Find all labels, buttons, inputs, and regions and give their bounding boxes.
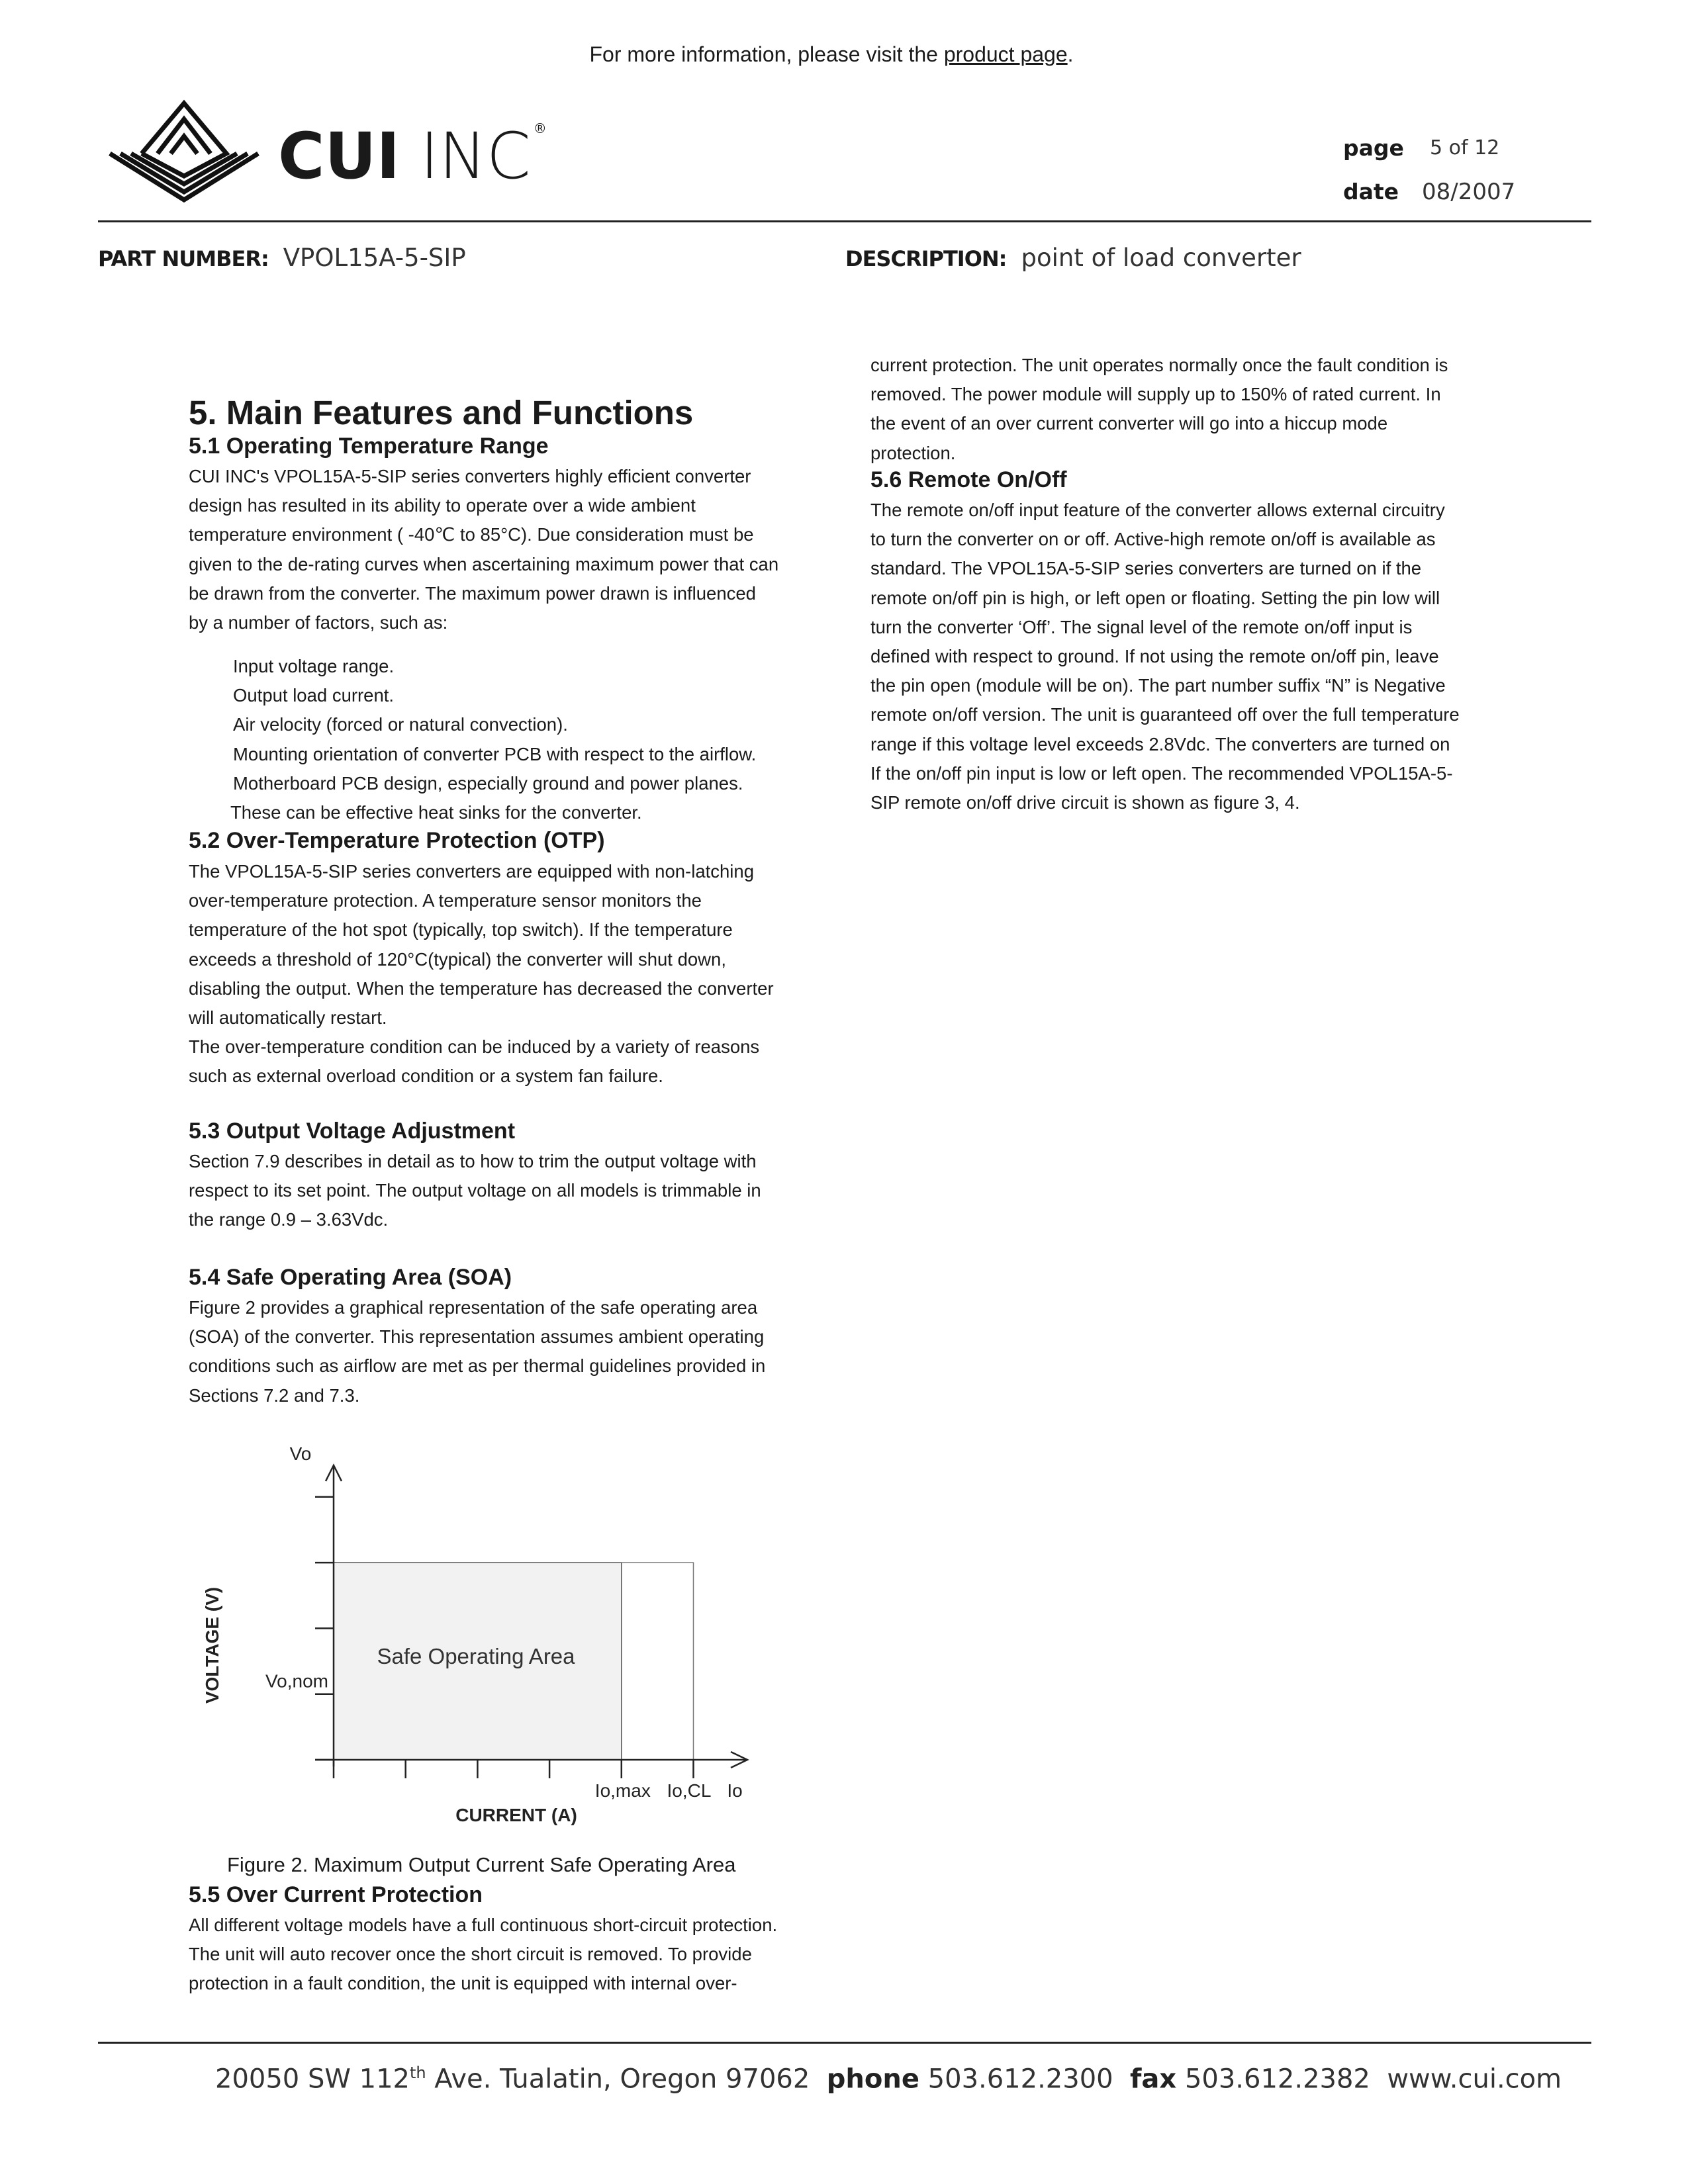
text-line: The over-temperature condition can be induced by a variety of reasons [189, 1036, 760, 1058]
paragraph-5-5-continued [870, 351, 1532, 468]
text-line: Mounting orientation of converter PCB with respect to the airflow. [233, 743, 757, 764]
text-line: The VPOL15A-5-SIP series converters are equipped with non-latching [189, 861, 754, 882]
notice-end: . [1067, 42, 1074, 66]
notice-text: For more information, please visit the [589, 42, 944, 66]
logo-brand-light: INC [420, 119, 531, 193]
section-title: 5. Main Features and Functions [189, 394, 694, 432]
footer-divider [98, 2042, 1591, 2044]
text-line: The unit will auto recover once the short circuit is removed. To provide [189, 1944, 752, 1965]
date-label: date [1343, 179, 1399, 205]
part-number-label: PART NUMBER: [98, 246, 269, 271]
description-value: point of load converter [1021, 244, 1301, 272]
text-line: Section 7.9 describes in detail as to how to trim the output voltage with [189, 1151, 757, 1171]
text-line: temperature environment ( -40℃ to 85°C). Due consideration must be [189, 524, 754, 545]
footer-address-sup: th [409, 2064, 426, 2082]
website-link[interactable]: www.cui.com [1387, 2064, 1562, 2095]
x-axis-label: CURRENT (A) [455, 1805, 577, 1825]
region-label: Safe Operating Area [377, 1644, 575, 1668]
text-line: such as external overload condition or a system fan failure. [189, 1066, 663, 1087]
text-line: given to the de-rating curves when ascertaining maximum power that can [189, 553, 779, 574]
text-line: defined with respect to ground. If not using the remote on/off pin, leave [870, 646, 1439, 667]
text-line: removed. The power module will supply up to 150% of rated current. In [870, 384, 1441, 405]
text-line: range if this voltage level exceeds 2.8Vdc. The converters are turned on [870, 733, 1450, 754]
y-axis-label: VOLTAGE (V) [202, 1586, 222, 1704]
footer-contact [215, 2064, 1562, 2094]
heading-5-1: 5.1 Operating Temperature Range [189, 433, 549, 459]
text-line: conditions such as airflow are met as per thermal guidelines provided in [189, 1355, 766, 1377]
text-line: These can be effective heat sinks for the converter. [230, 802, 642, 823]
registered-mark: ® [533, 120, 547, 136]
date-value: 08/2007 [1422, 179, 1516, 205]
part-number-value: VPOL15A-5-SIP [283, 244, 466, 272]
fax-label: fax [1130, 2064, 1177, 2095]
paragraph-5-6 [870, 496, 1532, 817]
text-line: exceeds a threshold of 120°C(typical) the converter will shut down, [189, 948, 726, 970]
logo-brand-bold: CUI [278, 119, 400, 193]
x-tick-label: Io,CL [667, 1780, 712, 1801]
text-line: Figure 2 provides a graphical representation of the safe operating area [189, 1297, 758, 1318]
text-line: the event of an over current converter will go into a hiccup mode [870, 413, 1388, 434]
text-line: current protection. The unit operates normally once the fault condition is [870, 355, 1448, 375]
text-line: by a number of factors, such as: [189, 612, 448, 633]
text-line: Output load current. [233, 685, 395, 706]
text-line: If the on/off pin input is low or left open. The recommended VPOL15A-5- [870, 762, 1453, 784]
heading-5-3: 5.3 Output Voltage Adjustment [189, 1118, 516, 1144]
heading-5-4: 5.4 Safe Operating Area (SOA) [189, 1265, 512, 1290]
footer-address-rest: Ave. Tualatin, Oregon 97062 [426, 2064, 810, 2095]
x-tick-label: Io,max [594, 1780, 651, 1801]
text-line: CUI INC's VPOL15A-5-SIP series converters highly efficient converter [189, 466, 751, 486]
text-line: remote on/off version. The unit is guaranteed off over the full temperature [870, 704, 1460, 725]
description-row [845, 244, 1301, 272]
y-tick-label: Vo,nom [265, 1670, 328, 1692]
text-line: All different voltage models have a full continuous short-circuit protection. [189, 1915, 778, 1935]
current-limit-boundary [622, 1563, 694, 1760]
figure-caption: Figure 2. Maximum Output Current Safe Operating Area [227, 1853, 736, 1876]
text-line: turn the converter ‘Off’. The signal level of the remote on/off input is [870, 616, 1413, 637]
text-line: the range 0.9 – 3.63Vdc. [189, 1209, 389, 1230]
page-label: page [1343, 135, 1404, 161]
text-line: Input voltage range. [233, 656, 395, 676]
text-line: over-temperature protection. A temperature sensor monitors the [189, 890, 702, 911]
heading-5-2: 5.2 Over-Temperature Protection (OTP) [189, 828, 605, 853]
text-line: SIP remote on/off drive circuit is shown as figure 3, 4. [870, 792, 1300, 813]
text-line: will automatically restart. [189, 1007, 387, 1028]
paragraph-5-5 [189, 1911, 851, 1999]
phone-number: 503.612.2300 [927, 2064, 1113, 2095]
y-axis-symbol: Vo [289, 1443, 312, 1464]
text-line: to turn the converter on or off. Active-high remote on/off is available as [870, 529, 1436, 550]
x-axis-symbol: Io [727, 1780, 743, 1801]
text-line: the pin open (module will be on). The part number suffix “N” is Negative [870, 675, 1446, 696]
product-page-link[interactable]: product page [943, 42, 1068, 66]
text-line: Air velocity (forced or natural convection). [233, 714, 568, 735]
fax-number: 503.612.2382 [1184, 2064, 1370, 2095]
heading-5-5: 5.5 Over Current Protection [189, 1882, 483, 1907]
footer-address: 20050 SW 112 [215, 2064, 410, 2095]
text-line: Motherboard PCB design, especially ground and power planes. [233, 772, 743, 794]
text-line: (SOA) of the converter. This representation assumes ambient operating [189, 1326, 765, 1347]
text-line: Sections 7.2 and 7.3. [189, 1385, 360, 1406]
phone-label: phone [826, 2064, 919, 2095]
text-line: The remote on/off input feature of the converter allows external circuitry [870, 500, 1445, 520]
text-line: temperature of the hot spot (typically, top switch). If the temperature [189, 919, 733, 940]
text-line: respect to its set point. The output voltage on all models is trimmable in [189, 1180, 761, 1201]
text-line: design has resulted in its ability to operate over a wide ambient [189, 495, 696, 516]
text-line: protection in a fault condition, the unit is equipped with internal over- [189, 1973, 737, 1994]
text-line: protection. [870, 442, 956, 463]
heading-5-6: 5.6 Remote On/Off [870, 467, 1067, 492]
text-line: be drawn from the converter. The maximum power drawn is influenced [189, 582, 756, 604]
page-number: 5 of 12 [1430, 136, 1500, 159]
text-line: remote on/off pin is high, or left open or floating. Setting the pin low will [870, 587, 1440, 608]
description-label: DESCRIPTION: [845, 246, 1007, 271]
text-line: standard. The VPOL15A-5-SIP series converters are turned on if the [870, 558, 1422, 579]
text-line: disabling the output. When the temperature has decreased the converter [189, 978, 774, 999]
soa-chart [0, 0, 861, 1846]
